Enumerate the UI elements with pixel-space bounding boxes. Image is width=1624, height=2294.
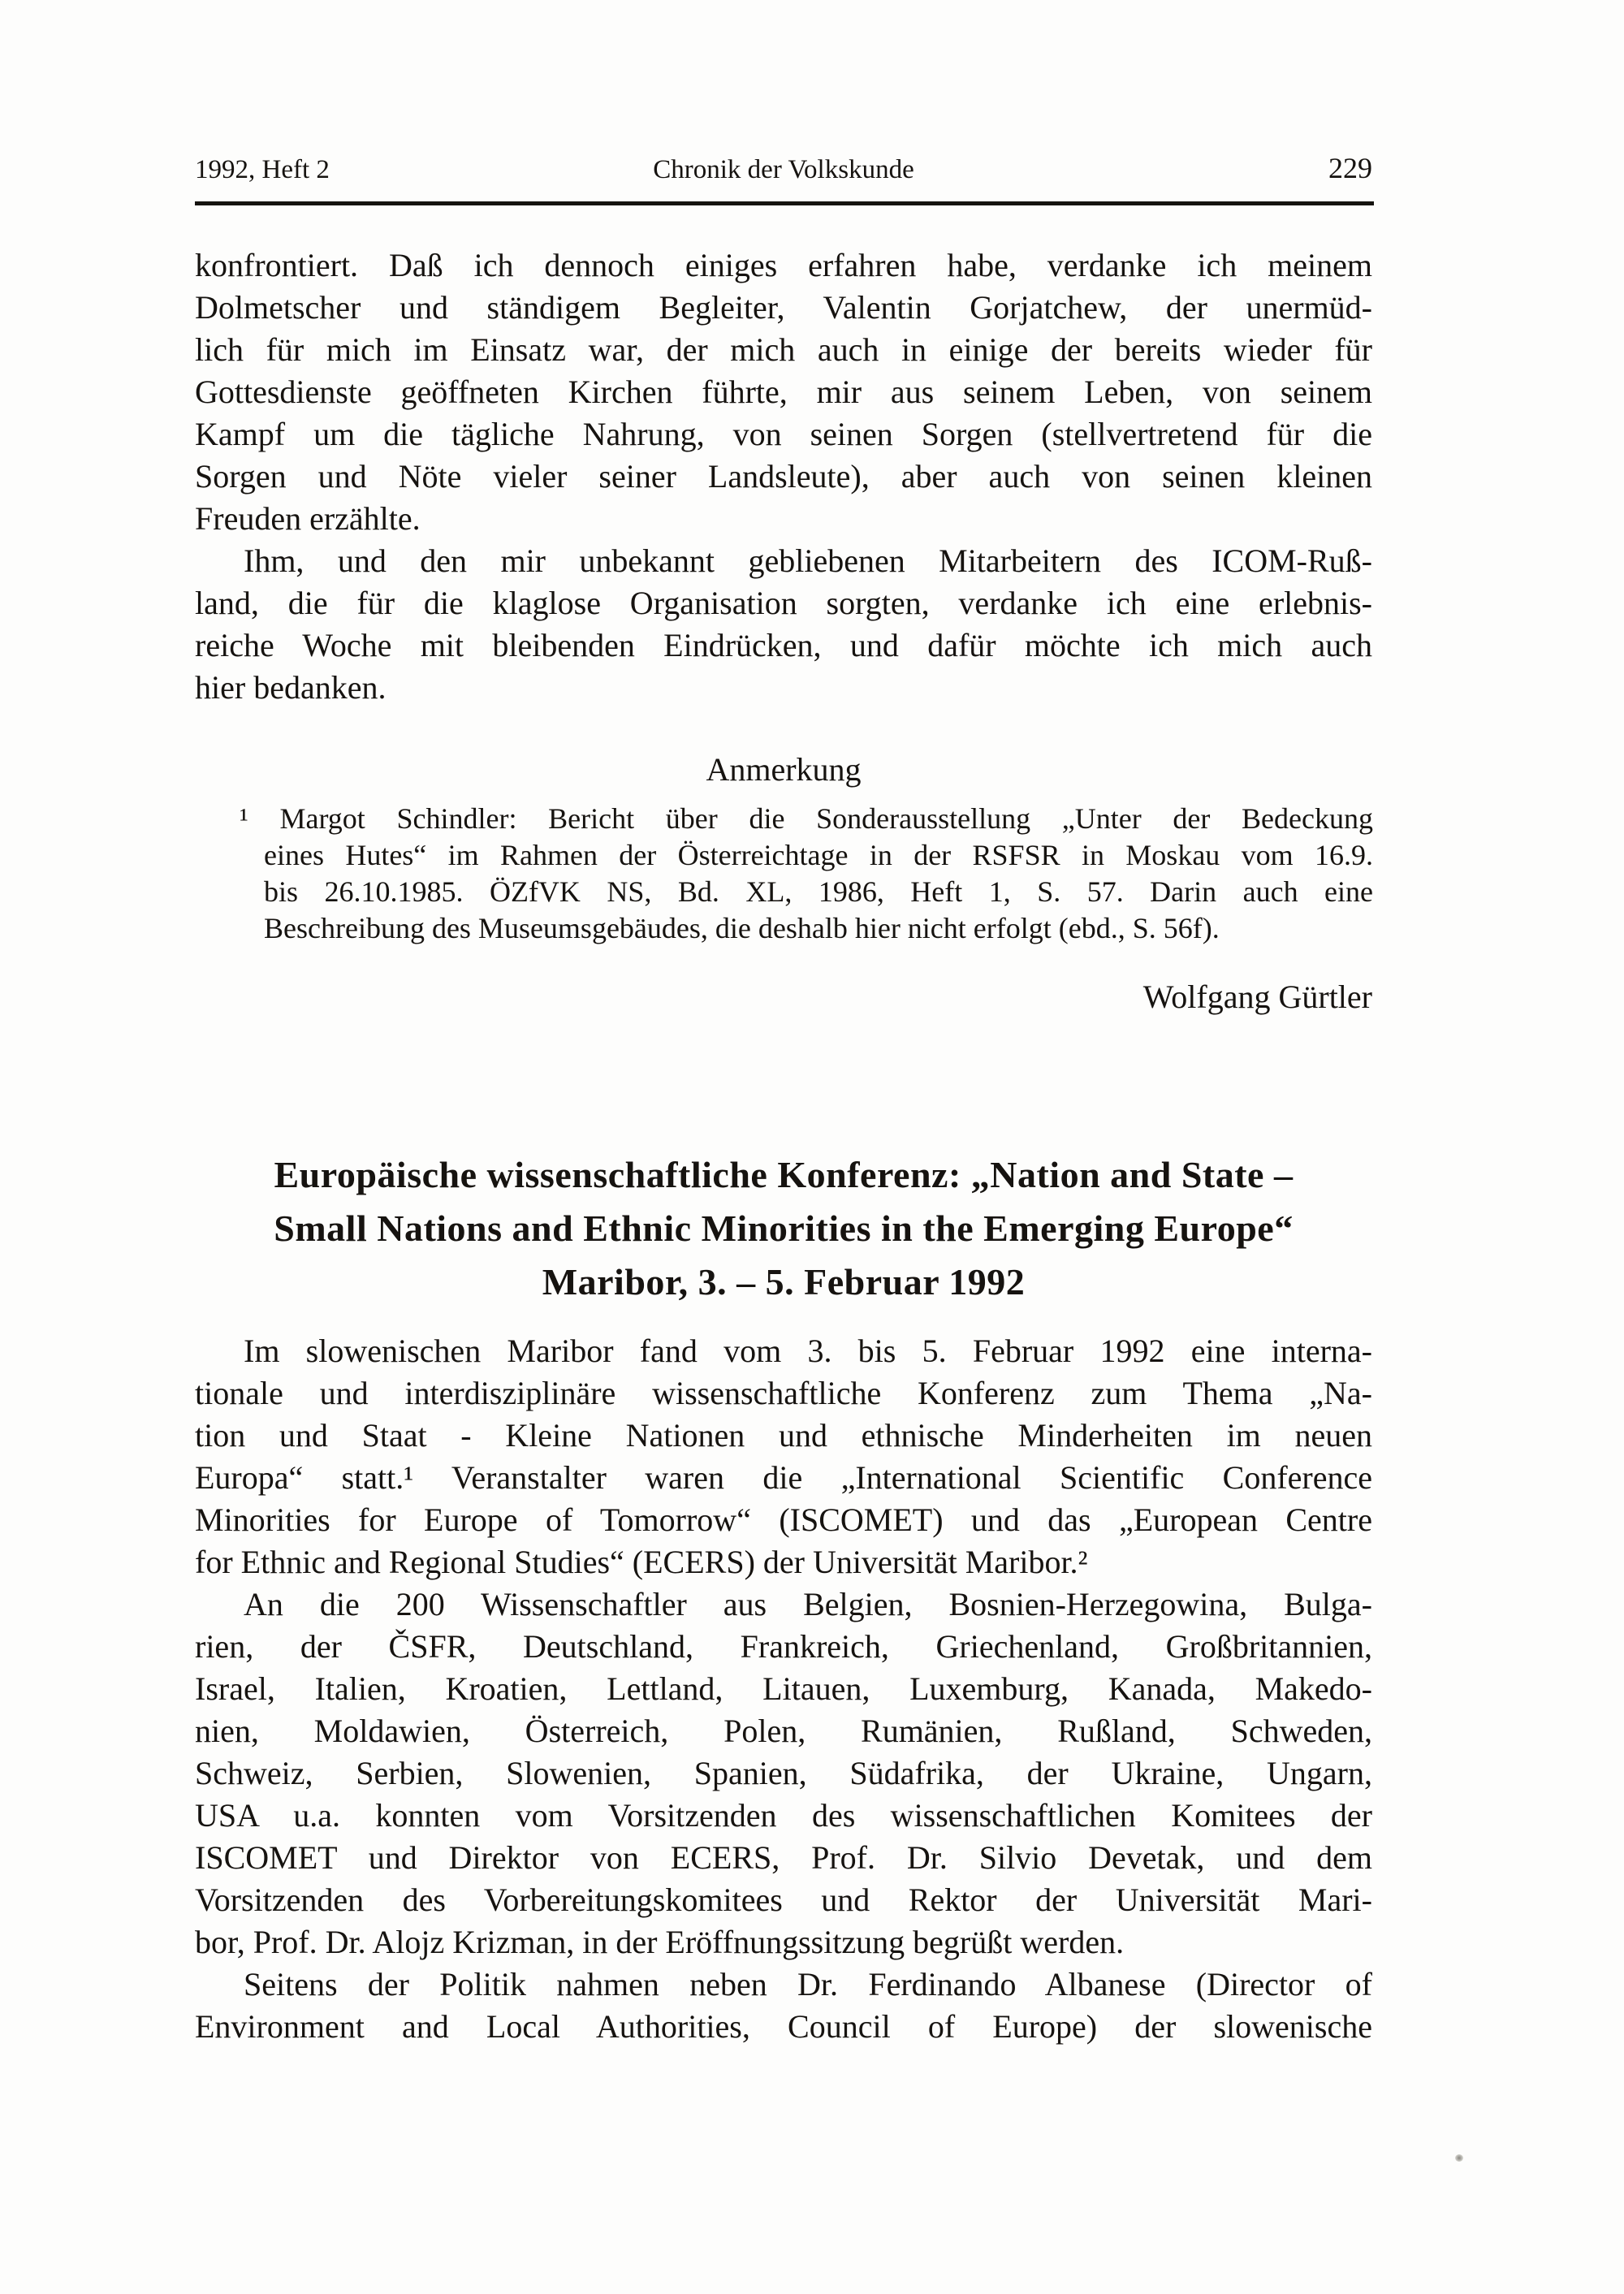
text-line: Kampf um die tägliche Nahrung, von seinen Sorgen (stellvertretend für die <box>195 416 1372 452</box>
text-line: Dolmetscher und ständigem Begleiter, Valentin Gorjatchew, der unermüd- <box>195 289 1372 326</box>
text-line: Seitens der Politik nahmen neben Dr. Ferdinando Albanese (Director of <box>244 1966 1372 2002</box>
text-line: Europa“ statt.¹ Veranstalter waren die „International Scientific Conference <box>195 1459 1372 1496</box>
text-line: Environment and Local Authorities, Council of Europe) der slowenische <box>195 2008 1372 2045</box>
header-rule <box>195 201 1374 205</box>
text-line: lich für mich im Einsatz war, der mich auch in einige der bereits wieder für <box>195 331 1372 368</box>
text-line: eines Hutes“ im Rahmen der Österreichtage in der RSFSR in Moskau vom 16.9. <box>264 839 1373 871</box>
text-line: tion und Staat - Kleine Nationen und ethnische Minderheiten im neuen <box>195 1417 1372 1454</box>
text-line: Vorsitzenden des Vorbereitungskomitees und Rektor der Universität Mari- <box>195 1881 1372 1918</box>
text-line: Israel, Italien, Kroatien, Lettland, Litauen, Luxemburg, Kanada, Makedo- <box>195 1670 1372 1707</box>
page-number: 229 <box>1328 152 1372 184</box>
text-line: Small Nations and Ethnic Minorities in the Emerging Europe“ <box>274 1207 1294 1249</box>
text-line: Maribor, 3. – 5. Februar 1992 <box>542 1261 1026 1303</box>
text-line: Minorities for Europe of Tomorrow“ (ISCOMET) und das „European Centre <box>195 1501 1372 1538</box>
running-header <box>195 151 1372 185</box>
text-line: Beschreibung des Museumsgebäudes, die deshalb hier nicht erfolgt (ebd., S. 56f). <box>264 912 1220 944</box>
text-line: Ihm, und den mir unbekannt gebliebenen Mitarbeitern des ICOM-Ruß- <box>244 542 1372 579</box>
text-line: Schweiz, Serbien, Slowenien, Spanien, Südafrika, der Ukraine, Ungarn, <box>195 1755 1372 1791</box>
conference-article-title <box>195 1148 1372 1309</box>
journal-section-title: Chronik der Volkskunde <box>653 155 914 184</box>
text-line: reiche Woche mit bleibenden Eindrücken, und dafür möchte ich mich auch <box>195 627 1372 663</box>
text-line: Sorgen und Nöte vieler seiner Landsleute), aber auch von seinen kleinen <box>195 458 1372 495</box>
text-line: ISCOMET und Direktor von ECERS, Prof. Dr. Silvio Devetak, und dem <box>195 1839 1372 1876</box>
text-line: Gottesdienste geöffneten Kirchen führte, mir aus seinem Leben, von seinem <box>195 374 1372 410</box>
paragraph <box>195 1964 1372 2048</box>
note-heading: Anmerkung <box>706 751 862 788</box>
text-line: konfrontiert. Daß ich dennoch einiges erfahren habe, verdanke ich meinem <box>195 247 1372 283</box>
scan-speck-artifact <box>1455 2154 1463 2162</box>
article-end-body <box>195 244 1372 709</box>
conference-article-body <box>195 1330 1372 2048</box>
text-line: ¹ Margot Schindler: Bericht über die Sonderausstellung „Unter der Bedeckung <box>240 802 1373 835</box>
paragraph <box>195 1583 1372 1964</box>
text-line: An die 200 Wissenschaftler aus Belgien, Bosnien-Herzegowina, Bulga- <box>244 1586 1372 1622</box>
text-line: hier bedanken. <box>195 669 387 706</box>
text-line: nien, Moldawien, Österreich, Polen, Rumänien, Rußland, Schweden, <box>195 1713 1372 1749</box>
text-line: Im slowenischen Maribor fand vom 3. bis 5. Februar 1992 eine interna- <box>244 1333 1372 1369</box>
paragraph <box>195 1330 1372 1583</box>
text-line: Europäische wissenschaftliche Konferenz: „Nation and State – <box>274 1154 1294 1195</box>
text-line: land, die für die klaglose Organisation sorgten, verdanke ich eine erlebnis- <box>195 585 1372 621</box>
text-line: USA u.a. konnten vom Vorsitzenden des wissenschaftlichen Komitees der <box>195 1797 1372 1834</box>
text-line: for Ethnic and Regional Studies“ (ECERS) der Universität Maribor.² <box>195 1544 1088 1580</box>
text-line: bor, Prof. Dr. Alojz Krizman, in der Eröffnungssitzung begrüßt werden. <box>195 1924 1125 1960</box>
paragraph <box>195 244 1372 540</box>
footnote <box>240 801 1373 947</box>
text-line: Freuden erzählte. <box>195 500 421 537</box>
text-line: tionale und interdisziplinäre wissenschaftliche Konferenz zum Thema „Na- <box>195 1375 1372 1411</box>
text-line: bis 26.10.1985. ÖZfVK NS, Bd. XL, 1986, Heft 1, S. 57. Darin auch eine <box>264 875 1373 908</box>
author-signature: Wolfgang Gürtler <box>1142 979 1372 1015</box>
text-line: rien, der ČSFR, Deutschland, Frankreich, Griechenland, Großbritannien, <box>195 1628 1372 1665</box>
paragraph <box>195 540 1372 709</box>
issue-label: 1992, Heft 2 <box>195 155 330 184</box>
